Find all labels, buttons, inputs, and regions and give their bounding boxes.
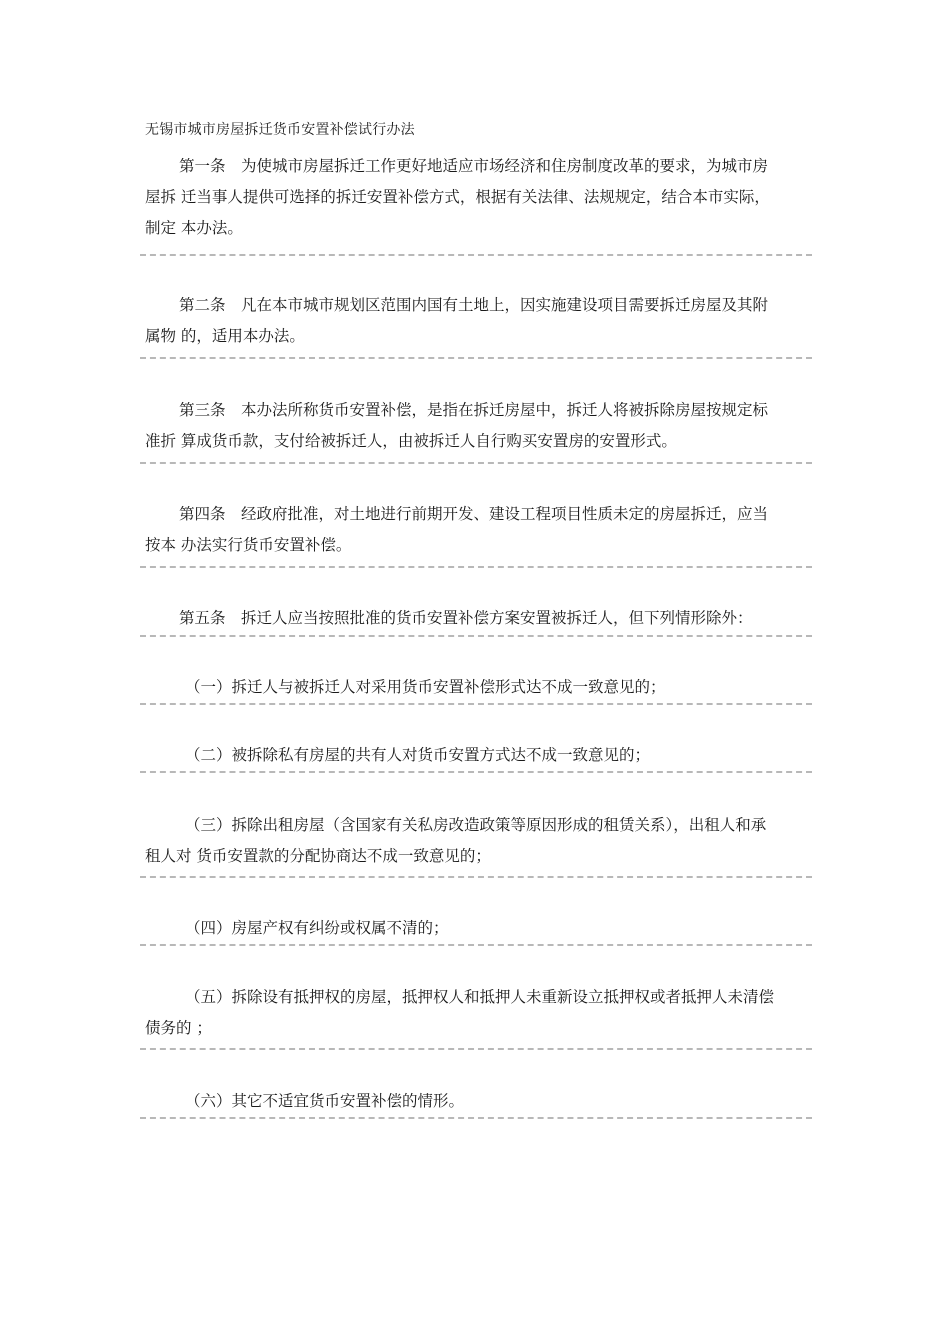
article-3-line-1: 第三条 本办法所称货币安置补偿，是指在拆迁房屋中，拆迁人将被拆除房屋按规定标 xyxy=(179,401,769,419)
article-4-line-1: 第四条 经政府批准，对土地进行前期开发、建设工程项目性质未定的房屋拆迁，应当 xyxy=(179,505,769,523)
exception-item-5-line-1: （五）拆除设有抵押权的房屋，抵押权人和抵押人未重新设立抵押权或者抵押人未清偿 xyxy=(185,988,775,1006)
exception-item-3-line-2: 租人对 货币安置款的分配协商达不成一致意见的； xyxy=(145,847,491,865)
dashed-divider xyxy=(140,876,812,878)
dashed-divider xyxy=(140,1117,812,1119)
article-5-line-1: 第五条 拆迁人应当按照批准的货币安置补偿方案安置被拆迁人，但下列情形除外： xyxy=(179,609,753,627)
document-title: 无锡市城市房屋拆迁货币安置补偿试行办法 xyxy=(145,122,415,138)
article-2 xyxy=(145,290,810,352)
article-1-line-3: 制定 本办法。 xyxy=(145,219,243,237)
dashed-divider xyxy=(140,462,812,464)
article-4 xyxy=(145,499,810,561)
exception-item-4-line-1: （四）房屋产权有纠纷或权属不清的； xyxy=(185,919,449,937)
dashed-divider xyxy=(140,771,812,773)
exception-item-2 xyxy=(145,740,810,771)
exception-item-1-line-1: （一）拆迁人与被拆迁人对采用货币安置补偿形式达不成一致意见的； xyxy=(185,678,666,696)
dashed-divider xyxy=(140,357,812,359)
exception-item-3 xyxy=(145,810,810,872)
exception-item-6-line-1: （六）其它不适宜货币安置补偿的情形。 xyxy=(185,1092,465,1110)
exception-item-2-line-1: （二）被拆除私有房屋的共有人对货币安置方式达不成一致意见的； xyxy=(185,746,651,764)
article-2-line-2: 属物 的，适用本办法。 xyxy=(145,327,305,345)
exception-item-5-line-2: 债务的 ； xyxy=(145,1019,212,1037)
article-1-line-1: 第一条 为使城市房屋拆迁工作更好地适应市场经济和住房制度改革的要求，为城市房 xyxy=(179,157,769,175)
article-4-line-2: 按本 办法实行货币安置补偿。 xyxy=(145,536,352,554)
article-2-line-1: 第二条 凡在本市城市规划区范围内国有土地上，因实施建设项目需要拆迁房屋及其附 xyxy=(179,296,769,314)
article-3 xyxy=(145,395,810,457)
article-1-line-2: 屋拆 迁当事人提供可选择的拆迁安置补偿方式，根据有关法律、法规规定，结合本市实际， xyxy=(145,188,770,206)
exception-item-1 xyxy=(145,672,810,703)
article-5 xyxy=(145,603,810,634)
exception-item-3-line-1: （三）拆除出租房屋（含国家有关私房改造政策等原因形成的租赁关系），出租人和承 xyxy=(185,816,767,834)
dashed-divider xyxy=(140,566,812,568)
dashed-divider xyxy=(140,944,812,946)
dashed-divider xyxy=(140,703,812,705)
exception-item-6 xyxy=(145,1086,810,1117)
exception-item-5 xyxy=(145,982,810,1044)
dashed-divider xyxy=(140,635,812,637)
exception-item-4 xyxy=(145,913,810,944)
dashed-divider xyxy=(140,254,812,256)
article-3-line-2: 准折 算成货币款，支付给被拆迁人，由被拆迁人自行购买安置房的安置形式。 xyxy=(145,432,677,450)
dashed-divider xyxy=(140,1048,812,1050)
article-1 xyxy=(145,151,810,244)
